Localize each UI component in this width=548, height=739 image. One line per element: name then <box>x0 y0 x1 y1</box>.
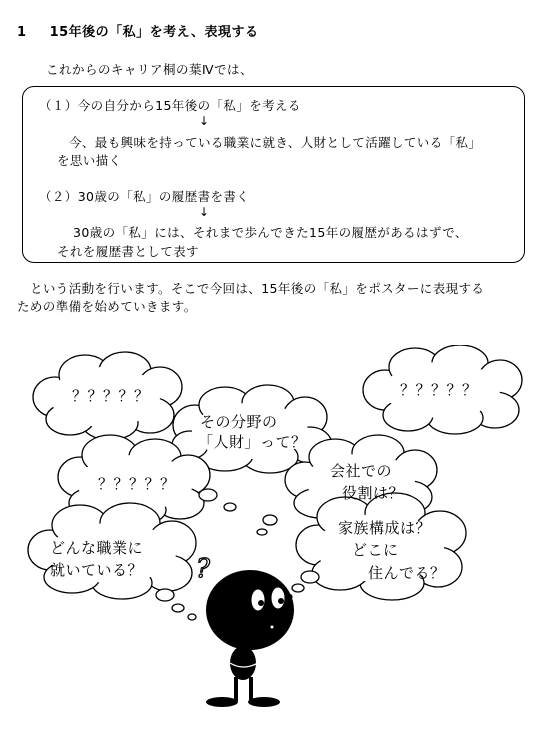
cloud-center-line2: 「人財」って？ <box>198 433 307 451</box>
character-eye-right <box>271 587 285 609</box>
cloud-family-line2: どこに <box>352 541 399 559</box>
bubble <box>301 571 319 583</box>
character-head <box>206 570 294 650</box>
cloud-company-line2: 役割は？ <box>342 484 405 502</box>
step1-line1: 今、最も興味を持っている職業に就き、人財として活躍している「私」 <box>69 135 482 150</box>
cloud-job-line2: 就いている？ <box>50 561 144 579</box>
cloud-mid-left-text: ？？？？？ <box>98 475 176 493</box>
activity-box <box>22 86 525 263</box>
cloud-top-left-text: ？？？？？ <box>72 387 150 405</box>
step1-arrow: ↓ <box>199 114 210 128</box>
section-title: 15年後の「私」を考え、表現する <box>49 25 259 40</box>
bubble <box>188 614 196 620</box>
cloud-center-line1: その分野の <box>200 413 278 431</box>
bubble <box>172 604 184 612</box>
character-body <box>230 646 256 680</box>
cloud-job-line1: どんな職業に <box>50 539 144 557</box>
paragraph-line2: ための準備を始めていきます。 <box>17 299 197 314</box>
cloud-company-line1: 会社での <box>330 462 393 480</box>
step1-line2: を思い描く <box>57 153 122 168</box>
bubble <box>199 489 217 501</box>
step1-title: （１）今の自分から15年後の「私」を考える <box>39 98 301 113</box>
cloud-family-line1: 家族構成は？ <box>338 519 432 537</box>
step2-title: （２）30歳の「私」の履歴書を書く <box>39 189 250 204</box>
step2-arrow: ↓ <box>199 205 210 219</box>
question-mark-icon: ? <box>196 554 210 584</box>
cloud-family-line3: 住んでる？ <box>368 564 446 582</box>
bubble <box>224 503 236 511</box>
paragraph-line1: という活動を行います。そこで今回は、15年後の「私」をポスターに表現する <box>30 281 485 296</box>
step2-line1: 30歳の「私」には、それまで歩んできた15年の履歴があるはずで、 <box>73 225 468 240</box>
cloud-top-right-text: ？？？？？ <box>400 381 478 399</box>
section-number: 1 <box>17 25 27 40</box>
bubble <box>156 589 174 601</box>
character-eye-left <box>251 589 265 611</box>
section-heading <box>17 21 258 40</box>
character <box>206 570 294 707</box>
bubble <box>263 515 277 525</box>
intro-text: これからのキャリア桐の葉Ⅳでは、 <box>46 62 254 77</box>
thought-clouds-illustration <box>0 345 548 735</box>
bubble <box>292 584 304 592</box>
bubble <box>257 529 267 535</box>
step2-line2: それを履歴書として表す <box>57 244 199 259</box>
thinking-figure <box>0 345 548 735</box>
